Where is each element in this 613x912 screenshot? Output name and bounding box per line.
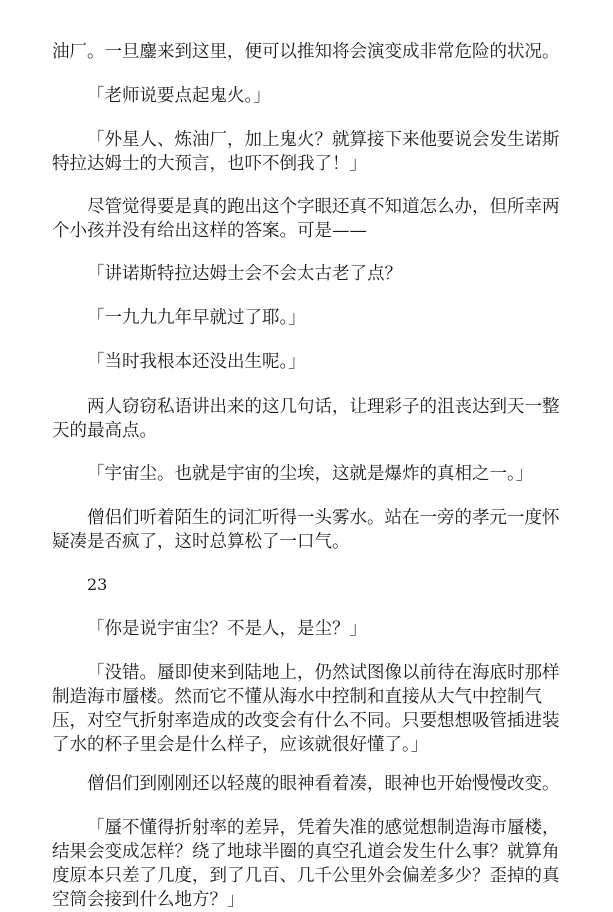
paragraph-11: 「你是说宇宙尘？不是人，是尘？」 <box>87 619 367 639</box>
paragraph-1: 油厂。一旦鏖来到这里，便可以推知将会演变成非常危险的状况。 <box>52 42 560 62</box>
paragraph-2: 「老师说要点起鬼火。」 <box>87 86 271 106</box>
paragraph-9: 「宇宙尘。也就是宇宙的尘埃，这就是爆炸的真相之一。」 <box>87 464 534 484</box>
paragraph-10: 僧侣们听着陌生的词汇听得一头雾水。站在一旁的孝元一度怀疑凑是否疯了，这时总算松了一口气。 <box>52 508 560 552</box>
paragraph-7: 「当时我根本还没出生呢。」 <box>87 352 306 372</box>
paragraph-3: 「外星人、炼油厂，加上鬼火？就算接下来他要说会发生诺斯特拉达姆士的大预言，也吓不倒我了！」 <box>52 130 560 174</box>
page-number: 23 <box>87 575 108 594</box>
paragraph-6: 「一九九九年早就过了耶。」 <box>87 308 306 328</box>
paragraph-4: 尽管觉得要是真的跑出这个字眼还真不知道怎么办，但所幸两个小孩并没有给出这样的答案。可是—— <box>52 197 560 241</box>
paragraph-12: 「没错。蜃即使来到陆地上，仍然试图像以前待在海底时那样制造海市蜃楼。然而它不懂从海水中控制和直接从大气中控制气压，对空气折射率造成的改变会有什么不同。只要想想吸管插进装了水的杯子里会是什么样子，应该就很好懂了。」 <box>52 663 560 755</box>
paragraph-8: 两人窃窃私语讲出来的这几句话，让理彩子的沮丧达到天一整天的最高点。 <box>52 397 560 441</box>
paragraph-5: 「讲诺斯特拉达姆士会不会太古老了点？ <box>87 264 402 284</box>
paragraph-14: 「蜃不懂得折射率的差异，凭着失准的感觉想制造海市蜃楼，结果会变成怎样？绕了地球半圈的真空孔道会发生什么事？就算角度原本只差了几度，到了几百、几千公里外会偏差多少？歪掉的真空筒会接到什么地方？」 <box>52 818 560 910</box>
paragraph-13: 僧侣们到刚刚还以轻蔑的眼神看着凑，眼神也开始慢慢改变。 <box>87 774 560 794</box>
